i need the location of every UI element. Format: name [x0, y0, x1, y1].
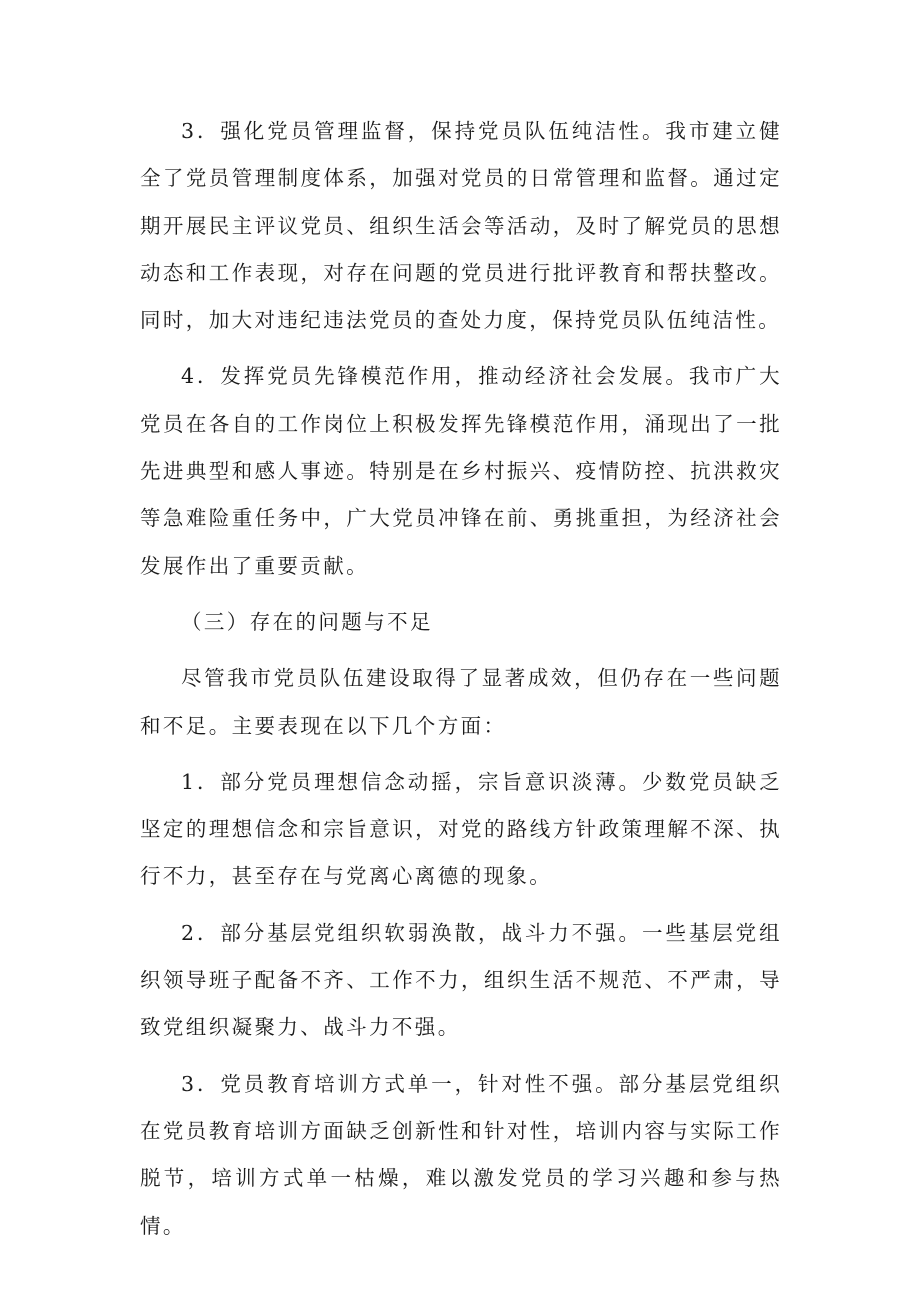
paragraph-problem-grassroots: 2．部分基层党组织软弱涣散，战斗力不强。一些基层党组织领导班子配备不齐、工作不力，组织生活不规范、不严肃，导致党组织凝聚力、战斗力不强。 — [140, 920, 782, 1040]
paragraph-problem-ideals: 1．部分党员理想信念动摇，宗旨意识淡薄。少数党员缺乏坚定的理想信念和宗旨意识，对党的路线方针政策理解不深、执行不力，甚至存在与党离心离德的现象。 — [140, 769, 782, 889]
section-heading-problems: （三）存在的问题与不足 — [181, 609, 433, 634]
paragraph-exemplary-role: 4．发挥党员先锋模范作用，推动经济社会发展。我市广大党员在各自的工作岗位上积极发挥先锋模范作用，涌现出了一批先进典型和感人事迹。特别是在乡村振兴、疫情防控、抗洪救灾等急难险重任务中，广大党员冲锋在前、勇挑重担，为经济社会发展作出了重要贡献。 — [140, 364, 782, 578]
paragraph-strengthen-supervision: 3．强化党员管理监督，保持党员队伍纯洁性。我市建立健全了党员管理制度体系，加强对党员的日常管理和监督。通过定期开展民主评议党员、组织生活会等活动，及时了解党员的思想动态和工作表现，对存在问题的党员进行批评教育和帮扶整改。同时，加大对违纪违法党员的查处力度，保持党员队伍纯洁性。 — [140, 119, 782, 333]
paragraph-problems-intro: 尽管我市党员队伍建设取得了显著成效，但仍存在一些问题和不足。主要表现在以下几个方面： — [140, 666, 782, 738]
paragraph-problem-training: 3．党员教育培训方式单一，针对性不强。部分基层党组织在党员教育培训方面缺乏创新性和针对性，培训内容与实际工作脱节，培训方式单一枯燥，难以激发党员的学习兴趣和参与热情。 — [140, 1071, 782, 1238]
